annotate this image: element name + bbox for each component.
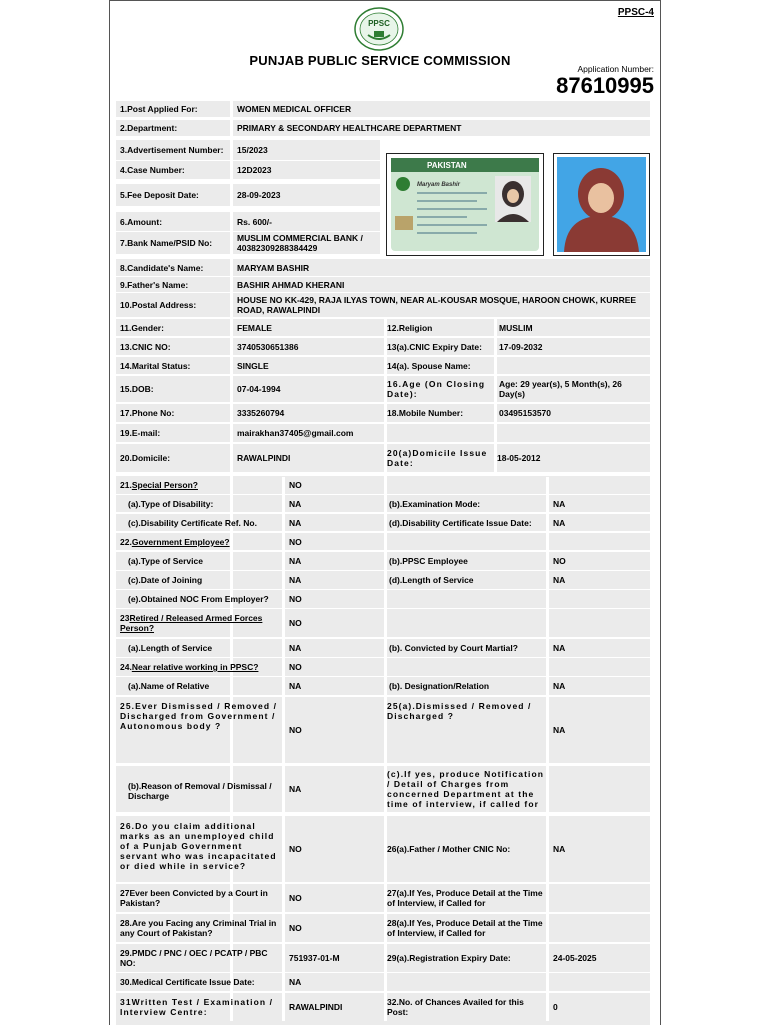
convicted-label: 27Ever been Convicted by a Court in Pakistan? [120,888,268,908]
exam-mode-value: NA [553,498,566,509]
candidate-name-value: MARYAM BASHIR [237,262,310,273]
age-value: Age: 29 year(s), 5 Month(s), 26 Day(s) [499,379,622,399]
registration-expiry-value: 24-05-2025 [553,953,597,963]
case-number-value: 12D2023 [237,165,272,175]
application-form-sheet [109,0,661,1025]
phone-value: 3335260794 [237,408,285,418]
cnic-expiry-value: 17-09-2032 [499,341,543,352]
phone-label: 17.Phone No: [120,408,175,418]
fee-date-label: 5.Fee Deposit Date: [120,190,199,200]
amount-label: 6.Amount: [120,216,163,227]
email-label: 19.E-mail: [120,428,161,438]
armed-forces-label: 23Retired / Released Armed Forces Person? [120,613,263,633]
relative-name-value: NA [289,681,302,691]
gov-employee-value: NO [289,536,302,547]
service-type-value: NA [289,556,302,566]
post-label: 1.Post Applied For: [120,104,198,114]
disability-cert-label: (c).Disability Certificate Ref. No. [128,517,257,528]
mobile-value: 03495153570 [499,408,552,418]
test-centre-label: 31Written Test / Examination / Interview Centre: [120,997,274,1017]
marital-status-value: SINGLE [237,360,269,371]
dob-value: 07-04-1994 [237,384,281,394]
application-number: 87610995 [556,73,654,98]
father-name-value: BASHIR AHMAD KHERANI [237,279,345,290]
convicted-a-label: 27(a).If Yes, Produce Detail at the Time of Interview, if Called for [387,888,543,908]
application-number-label: Application Number: [577,64,654,74]
service-type-label: (a).Type of Service [128,556,203,566]
advertisement-label: 3.Advertisement Number: [120,145,224,155]
domicile-issue-label: 20(a)Domicile Issue Date: [387,448,488,468]
amount-value: Rs. 600/- [237,216,272,227]
exam-mode-label: (b).Examination Mode: [389,498,481,509]
court-martial-label: (b). Convicted by Court Martial? [389,643,518,653]
address-label: 10.Postal Address: [120,300,197,310]
department-label: 2.Department: [120,123,178,133]
removal-reason-value: NA [289,784,302,794]
chances-value: 0 [553,1002,558,1012]
cnic-expiry-label: 13(a).CNIC Expiry Date: [387,341,482,352]
spouse-name-label: 14(a). Spouse Name: [387,360,471,371]
disability-date-label: (d).Disability Certificate Issue Date: [389,517,532,528]
chances-label: 32.No. of Chances Availed for this Post: [387,997,524,1017]
email-value: mairakhan37405@gmail.com [237,428,354,438]
criminal-trial-value: NO [289,923,302,933]
special-person-label: 21. Special Person? [120,480,198,490]
disability-type-label: (a).Type of Disability: [128,498,214,509]
ppsc-employee-value: NO [553,556,566,566]
near-relative-value: NO [289,662,302,672]
ppsc-employee-label: (b).PPSC Employee [389,556,468,566]
religion-value: MUSLIM [499,322,533,333]
dismissed-value: NO [289,725,302,735]
court-martial-value: NA [553,643,566,653]
father-name-label: 9.Father's Name: [120,279,189,290]
designation-value: NA [553,681,566,691]
dismissed-label: 25.Ever Dismissed / Removed / Discharged from Government / Autonomous body ? [120,701,278,731]
parent-cnic-value: NA [553,844,566,854]
gov-employee-label: 22. Government Employee? [120,536,230,547]
designation-label: (b). Designation/Relation [389,681,490,691]
marital-status-label: 14.Marital Status: [120,360,191,371]
candidate-photo [553,153,650,256]
domicile-value: RAWALPINDI [237,453,291,463]
dob-label: 15.DOB: [120,384,154,394]
gender-value: FEMALE [237,322,272,333]
service-length-value: NA [553,575,566,585]
pmdc-label: 29.PMDC / PNC / OEC / PCATP / PBC NO: [120,948,268,968]
noc-label: (e).Obtained NOC From Employer? [128,594,269,604]
card-country: PAKISTAN [427,161,467,170]
dismissed-a-label: 25(a).Dismissed / Removed / Discharged ? [387,701,532,721]
noc-value: NO [289,594,302,604]
service-length-label: (d).Length of Service [389,575,474,585]
age-label: 16.Age (On Closing Date): [387,379,486,399]
ppsc-logo-icon [354,7,404,53]
pmdc-value: 751937-01-M [289,953,340,963]
unemployed-child-value: NO [289,844,302,854]
disability-cert-value: NA [289,517,302,528]
post-value: WOMEN MEDICAL OFFICER [237,104,352,114]
registration-expiry-label: 29(a).Registration Expiry Date: [387,953,511,963]
fee-date-value: 28-09-2023 [237,190,281,200]
relative-name-label: (a).Name of Relative [128,681,210,691]
convicted-value: NO [289,893,302,903]
notification-label: (c).If yes, produce Notification / Detail of Charges from concerned Department at the time of interview, if called for [387,769,545,809]
criminal-trial-a-label: 28(a).If Yes, Produce Detail at the Time of Interview, if Called for [387,918,543,938]
cnic-value: 3740530651386 [237,341,299,352]
parent-cnic-label: 26(a).Father / Mother CNIC No: [387,844,511,854]
joining-date-value: NA [289,575,302,585]
unemployed-child-label: 26.Do you claim additional marks as an unemployed child of a Punjab Government servant who was incapacitated or died while in service? [120,821,277,871]
domicile-issue-value: 18-05-2012 [497,453,541,463]
criminal-trial-label: 28.Are you Facing any Criminal Trial in any Court of Pakistan? [120,918,277,938]
armed-forces-value: NO [289,618,302,628]
forces-service-length-label: (a).Length of Service [128,643,213,653]
cnic-card-image [386,153,544,256]
logo-text: PPSC [368,19,390,28]
cnic-label: 13.CNIC NO: [120,341,171,352]
card-name: Maryam Bashir [417,182,461,188]
bank-label: 7.Bank Name/PSID No: [120,238,213,248]
forces-service-length-value: NA [289,643,302,653]
removal-reason-label: (b).Reason of Removal / Dismissal / Discharge [128,781,272,801]
gender-label: 11.Gender: [120,322,164,333]
near-relative-label: 24. Near relative working in PPSC? [120,662,259,672]
domicile-label: 20.Domicile: [120,453,171,463]
department-value: PRIMARY & SECONDARY HEALTHCARE DEPARTMENT [237,123,462,133]
candidate-name-label: 8.Candidate's Name: [120,262,204,273]
medical-cert-label: 30.Medical Certificate Issue Date: [120,977,255,987]
address-value: HOUSE NO KK-429, RAJA ILYAS TOWN, NEAR AL-KOUSAR MOSQUE, HAROON CHOWK, KURREE ROAD, RAWALPINDI [237,295,637,315]
form-code: PPSC-4 [617,7,654,18]
dismissed-a-value: NA [553,725,566,735]
special-person-value: NO [289,480,302,490]
religion-label: 12.Religion [387,322,433,333]
disability-type-value: NA [289,498,302,509]
medical-cert-value: NA [289,977,302,987]
disability-date-value: NA [553,517,566,528]
test-centre-value: RAWALPINDI [289,1002,343,1012]
case-number-label: 4.Case Number: [120,165,185,175]
joining-date-label: (c).Date of Joining [128,575,203,585]
advertisement-value: 15/2023 [237,145,268,155]
commission-title: PUNJAB PUBLIC SERVICE COMMISSION [249,53,511,68]
mobile-label: 18.Mobile Number: [387,408,464,418]
bank-value: MUSLIM COMMERCIAL BANK / 40382309288384429 [237,233,363,253]
